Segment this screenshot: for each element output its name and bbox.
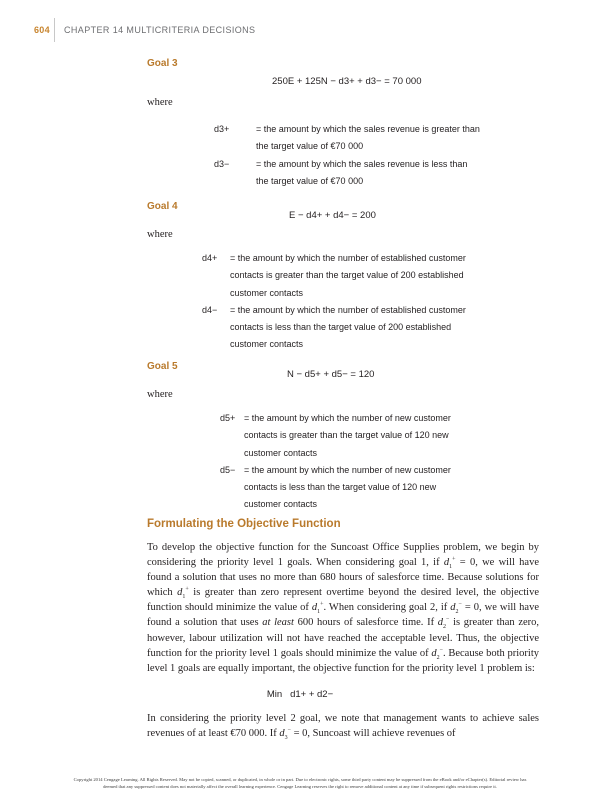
def-line: contacts is greater than the target value of 120 new [244,430,449,441]
goal-4-def-minus [202,302,466,319]
def-line: the target value of €70 000 [256,175,364,186]
goal-4-equation: E − d4+ + d4− = 200 [289,210,376,221]
para-text: . Because both priority level 1 goals are equally important, the objective function for the priority level 1 problem is: [147,647,539,674]
def-symbol: d3+ [214,124,230,134]
def-symbol: d4+ [202,253,218,263]
goal-3-equation-text: 250E + 125N − d3+ + d3− = 70 000 [272,76,422,87]
objective-min-equation [0,689,600,700]
def-line: customer contacts [230,339,304,350]
para-text: To develop the objective function for the Suncoast Office Supplies problem, we begin by considering the priority level 1 goals. When considering goal 1, if [147,542,539,569]
def-line: contacts is less than the target value of 120 new [244,482,437,493]
goal-3-equation [272,76,422,87]
goal-5-where: where [147,389,173,400]
section-heading: Formulating the Objective Function [147,518,341,530]
goal-4-def-plus [202,250,466,267]
para-text: = 0, we will have found a solution that uses [147,602,539,629]
def-line: = the amount by which the number of new customer [244,464,451,475]
chapter-title: CHAPTER 14 MULTICRITERIA DECISIONS [64,25,256,35]
min-label: Min [266,689,283,700]
para-text: is greater than zero, however, labour utilization will not have reached the acceptable level. Thus, the objective function for the priority level 1 goals should minimize the value of [147,617,540,659]
goal-4-where: where [147,229,173,240]
page-number: 604 [34,25,50,35]
header-divider [54,18,55,42]
para-text: In considering the priority level 2 goal, we note that management wants to achieve sales revenues of at least €70 000. If [147,713,539,740]
def-line: = the amount by which the number of established customer [230,304,466,315]
def-line: = the amount by which the number of new customer [244,413,451,423]
goal-3-where: where [147,97,173,108]
goal-3-def-plus [214,121,480,138]
goal-5-def-plus [220,410,451,427]
def-line: customer contacts [244,447,318,458]
def-line: the target value of €70 000 [256,141,364,152]
para-text: is greater than zero represent overtime beyond the desired level, the objective function should minimize the value of [147,587,540,614]
para-text: 600 hours of salesforce time. If [297,617,435,629]
def-line: = the amount by which the number of established customer [230,253,466,263]
body-paragraph-2: In considering the priority level 2 goal, we note that management wants to achieve sales revenues of at least €70 000. If $d_3^- = 0$, Suncoast will achieve revenues of [147,713,539,742]
def-line: customer contacts [244,499,318,510]
body-paragraph-1: To develop the objective function for the Suncoast Office Supplies problem, we begin by considering the priority level 1 goals. When considering goal 1, if $d_1^+ = 0$, we will have found a solution that uses no more than 680 hours of salesforce time. Because solutions for which $d_1^+$ is greater than zero represent overtime beyond the desired level, the objective function should minimize the value of $d_1^+$. When considering goal 2, if $d_2^- = 0$, we will have found a solution that uses at least 600 hours of salesforce time. If $d_2^-$ is greater than zero, however, labour utilization will not have reached the acceptable level. Thus, the objective function for the priority level 1 goals should minimize the value of $d_2^-$. Because both priority level 1 goals are equally important, the objective function for the priority level 1 problem is: [147,542,540,674]
def-symbol: d5+ [220,413,236,423]
goal-3-def-minus [214,156,480,173]
footer-line-1: Copyright 2014 Cengage Learning. All Rights Reserved. May not be copied, scanned, or duplicated, in whole or in part. Due to electronic rights, some third party content may be suppressed from the eBook and/or eChapter(s). Editorial review has [73,777,527,782]
goal-5-definitions [220,410,451,514]
para-text: . When considering goal 2, if [323,602,448,614]
def-symbol: d4− [202,304,218,315]
copyright-footer [30,776,570,790]
para-text: = 0, we will have found a solution that uses no more than 680 hours of salesforce time. Because solutions for which [147,557,539,599]
def-line: = the amount by which the sales revenue is less than [256,158,468,169]
footer-line-2: deemed that any suppressed content does not materially affect the overall learning experience. Cengage Learning reserves the right to remove additional content at any time if subsequent rights restrictions require it. [103,784,497,789]
def-line: = the amount by which the sales revenue is greater than [256,124,480,134]
para-text: = 0, Suncoast will achieve revenues of [293,728,456,740]
goal-3-definitions [214,121,480,190]
def-line: contacts is less than the target value of 200 established [230,322,452,333]
goal-5-def-minus [220,462,451,479]
goal-5-label: Goal 5 [147,361,178,372]
def-symbol: d3− [214,158,230,169]
goal-4-label: Goal 4 [147,201,178,212]
goal-3-label: Goal 3 [147,58,178,69]
def-line: customer contacts [230,287,304,298]
min-expression: d1+ + d2− [290,689,334,700]
para-emphasis: at least [262,617,294,629]
goal-4-definitions [202,250,466,354]
def-symbol: d5− [220,464,236,475]
goal-5-equation: N − d5+ + d5− = 120 [287,369,375,380]
def-line: contacts is greater than the target value of 200 established [230,270,464,281]
